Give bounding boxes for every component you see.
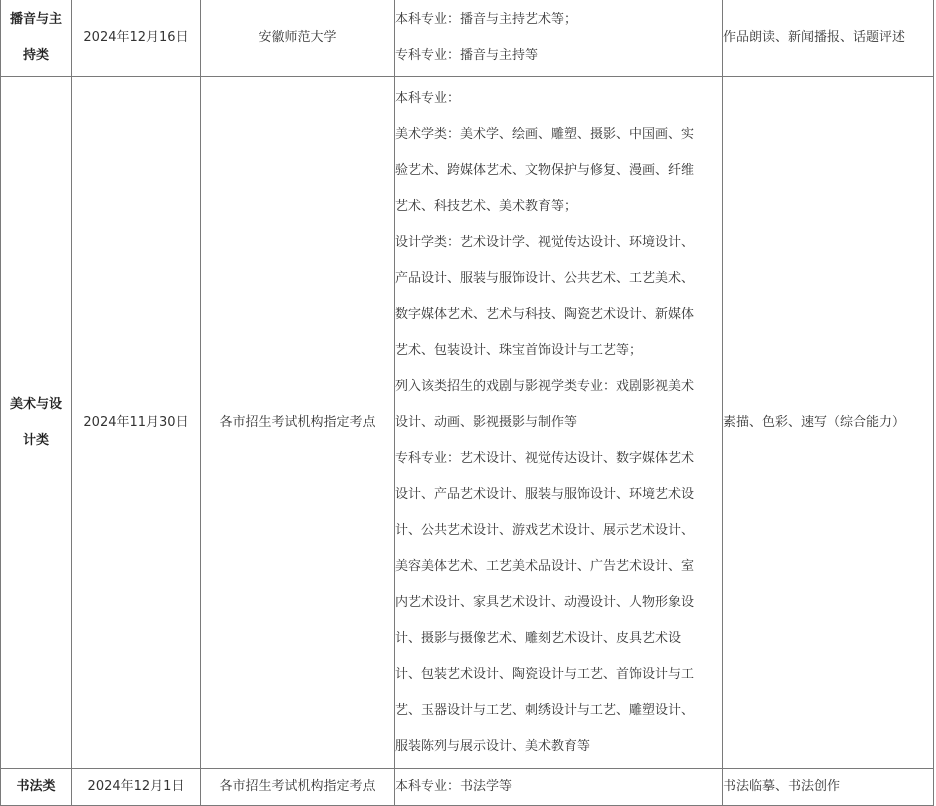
majors-line: 设计、动画、影视摄影与制作等: [395, 414, 578, 430]
exam-content-cell: 素描、色彩、速写（综合能力）: [723, 77, 934, 769]
category-cell: [1, 769, 72, 806]
majors-line: 艺术、科技艺术、美术教育等；: [395, 198, 578, 214]
date-cell: 2024年12月1日: [72, 769, 201, 806]
date-cell: 2024年11月30日: [72, 77, 201, 769]
majors-line: 专科专业：播音与主持等: [395, 47, 539, 63]
majors-line: 服装陈列与展示设计、美术教育等: [395, 738, 591, 754]
majors-line: 美术学类：美术学、绘画、雕塑、摄影、中国画、实: [395, 126, 695, 142]
majors-cell: [395, 77, 723, 769]
date-cell: 2024年12月16日: [72, 0, 201, 77]
location-cell: 安徽师范大学: [201, 0, 395, 77]
table-row: [1, 769, 934, 806]
exam-content-cell: 书法临摹、书法创作: [723, 769, 934, 806]
majors-line: 列入该类招生的戏剧与影视学类专业：戏剧影视美术: [395, 378, 695, 394]
majors-line: 数字媒体艺术、艺术与科技、陶瓷艺术设计、新媒体: [395, 306, 695, 322]
majors-line: 本科专业：书法学等: [395, 779, 513, 794]
majors-line: 专科专业：艺术设计、视觉传达设计、数字媒体艺术: [395, 450, 695, 466]
majors-line: 产品设计、服装与服饰设计、公共艺术、工艺美术、: [395, 270, 695, 286]
majors-line: 美容美体艺术、工艺美术品设计、广告艺术设计、室: [395, 558, 695, 574]
majors-line: 计、包装艺术设计、陶瓷设计与工艺、首饰设计与工: [395, 666, 695, 682]
majors-line: 验艺术、跨媒体艺术、文物保护与修复、漫画、纤维: [395, 162, 695, 178]
majors-cell: [395, 769, 723, 806]
category-label: 播音与主持类: [9, 11, 62, 63]
majors-line: 艺术、包装设计、珠宝首饰设计与工艺等；: [395, 342, 643, 358]
table-row: [1, 0, 934, 77]
table-row: [1, 77, 934, 769]
category-label: 书法类: [16, 779, 56, 794]
category-cell: [1, 77, 72, 769]
majors-line: 本科专业：: [395, 90, 461, 106]
majors-line: 设计、产品艺术设计、服装与服饰设计、环境艺术设: [395, 486, 695, 502]
majors-line: 内艺术设计、家具艺术设计、动漫设计、人物形象设: [395, 594, 695, 610]
exam-content-cell: 作品朗读、新闻播报、话题评述: [723, 0, 934, 77]
category-cell: [1, 0, 72, 77]
category-label: 美术与设计类: [9, 396, 62, 448]
majors-cell: [395, 0, 723, 77]
majors-line: 计、公共艺术设计、游戏艺术设计、展示艺术设计、: [395, 522, 695, 538]
majors-line: 设计学类：艺术设计学、视觉传达设计、环境设计、: [395, 234, 695, 250]
majors-line: 本科专业：播音与主持艺术等；: [395, 11, 578, 27]
majors-line: 艺、玉器设计与工艺、刺绣设计与工艺、雕塑设计、: [395, 702, 695, 718]
majors-line: 计、摄影与摄像艺术、雕刻艺术设计、皮具艺术设: [395, 630, 682, 646]
location-cell: 各市招生考试机构指定考点: [201, 77, 395, 769]
location-cell: 各市招生考试机构指定考点: [201, 769, 395, 806]
